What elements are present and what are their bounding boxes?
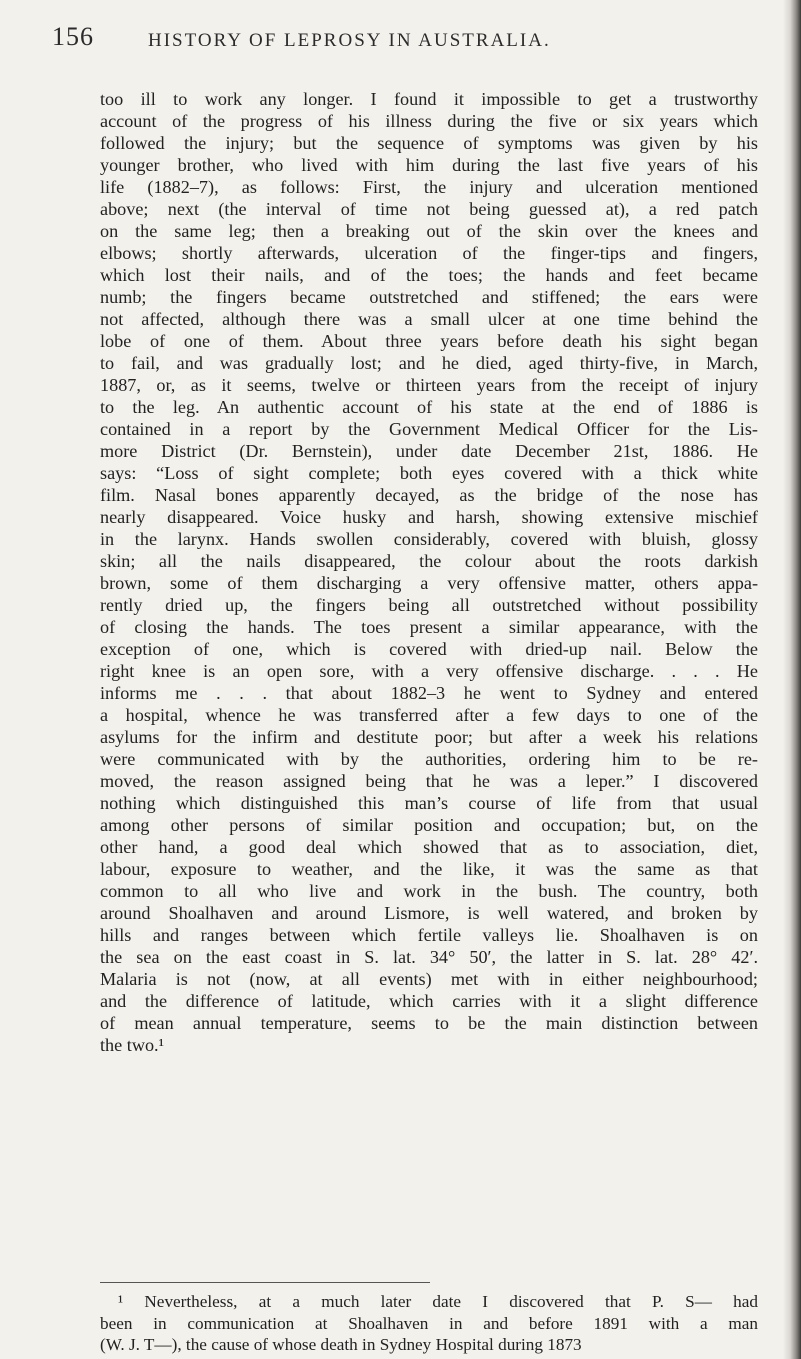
body-text-line: a hospital, whence he was transferred after a few days to one of the [100, 705, 758, 725]
body-text-line: the sea on the east coast in S. lat. 34° 50′, the latter in S. lat. 28° 42′. [100, 947, 758, 967]
body-text-line: were communicated with by the authorities, ordering him to be re- [100, 749, 758, 769]
body-text-line: to fail, and was gradually lost; and he died, aged thirty-five, in March, [100, 353, 758, 373]
body-text-line: to the leg. An authentic account of his state at the end of 1886 is [100, 397, 758, 417]
body-text-line: skin; all the nails disappeared, the colour about the roots darkish [100, 551, 758, 571]
body-text-line: 1887, or, as it seems, twelve or thirteen years from the receipt of injury [100, 375, 758, 395]
footnote-line: been in communication at Shoalhaven in and before 1891 with a man [100, 1313, 758, 1333]
body-text-line: life (1882–7), as follows: First, the injury and ulceration mentioned [100, 177, 758, 197]
body-text-line: more District (Dr. Bernstein), under date December 21st, 1886. He [100, 441, 758, 461]
body-text-line: contained in a report by the Government Medical Officer for the Lis- [100, 419, 758, 439]
body-text-line: says: “Loss of sight complete; both eyes covered with a thick white [100, 463, 758, 483]
body-text-line: account of the progress of his illness during the five or six years which [100, 111, 758, 131]
running-head [52, 22, 752, 62]
body-text-line: among other persons of similar position and occupation; but, on the [100, 815, 758, 835]
body-text-line: common to all who live and work in the bush. The country, both [100, 881, 758, 901]
body-text-line: too ill to work any longer. I found it impossible to get a trustworthy [100, 89, 758, 109]
body-text-line: not affected, although there was a small ulcer at one time behind the [100, 309, 758, 329]
body-text-line: hills and ranges between which fertile valleys lie. Shoalhaven is on [100, 925, 758, 945]
footnote [100, 1291, 758, 1356]
body-text-line: around Shoalhaven and around Lismore, is well watered, and broken by [100, 903, 758, 923]
body-text-line: right knee is an open sore, with a very offensive discharge. . . . He [100, 661, 758, 681]
body-text-line: informs me . . . that about 1882–3 he went to Sydney and entered [100, 683, 758, 703]
footnote-line: ¹ Nevertheless, at a much later date I discovered that P. S— had [118, 1292, 758, 1311]
body-text-line: followed the injury; but the sequence of symptoms was given by his [100, 133, 758, 153]
body-text-line: the two.¹ [100, 1035, 165, 1055]
body-text-line: elbows; shortly afterwards, ulceration of the finger-tips and fingers, [100, 243, 758, 263]
body-text-line: asylums for the infirm and destitute poor; but after a week his relations [100, 727, 758, 747]
body-text-line: in the larynx. Hands swollen considerably, covered with bluish, glossy [100, 529, 758, 549]
body-text-line: other hand, a good deal which showed that as to association, diet, [100, 837, 758, 857]
body-text-line: of mean annual temperature, seems to be the main distinction between [100, 1013, 758, 1033]
page-edge-shadow [783, 0, 801, 1359]
body-text-line: and the difference of latitude, which carries with it a slight difference [100, 991, 758, 1011]
body-text [100, 88, 758, 1056]
body-text-line: brown, some of them discharging a very offensive matter, others appa- [100, 573, 758, 593]
body-text-line: which lost their nails, and of the toes; the hands and feet became [100, 265, 758, 285]
running-title: HISTORY OF LEPROSY IN AUSTRALIA. [148, 30, 551, 51]
body-text-line: rently dried up, the fingers being all outstretched without possibility [100, 595, 758, 615]
body-text-line: nothing which distinguished this man’s course of life from that usual [100, 793, 758, 813]
footnote-divider [100, 1282, 430, 1283]
body-text-line: moved, the reason assigned being that he was a leper.” I discovered [100, 771, 758, 791]
body-text-line: above; next (the interval of time not being guessed at), a red patch [100, 199, 758, 219]
footnote-line: (W. J. T—), the cause of whose death in Sydney Hospital during 1873 [100, 1335, 582, 1354]
body-text-line: younger brother, who lived with him during the last five years of his [100, 155, 758, 175]
body-text-line: labour, exposure to weather, and the like, it was the same as that [100, 859, 758, 879]
body-text-line: of closing the hands. The toes present a similar appearance, with the [100, 617, 758, 637]
body-text-line: nearly disappeared. Voice husky and harsh, showing extensive mischief [100, 507, 758, 527]
page-number: 156 [52, 22, 94, 51]
body-text-line: film. Nasal bones apparently decayed, as the bridge of the nose has [100, 485, 758, 505]
body-text-line: numb; the fingers became outstretched and stiffened; the ears were [100, 287, 758, 307]
body-text-line: on the same leg; then a breaking out of the skin over the knees and [100, 221, 758, 241]
body-text-line: exception of one, which is covered with dried-up nail. Below the [100, 639, 758, 659]
body-text-line: lobe of one of them. About three years before death his sight began [100, 331, 758, 351]
body-text-line: Malaria is not (now, at all events) met with in either neighbourhood; [100, 969, 758, 989]
